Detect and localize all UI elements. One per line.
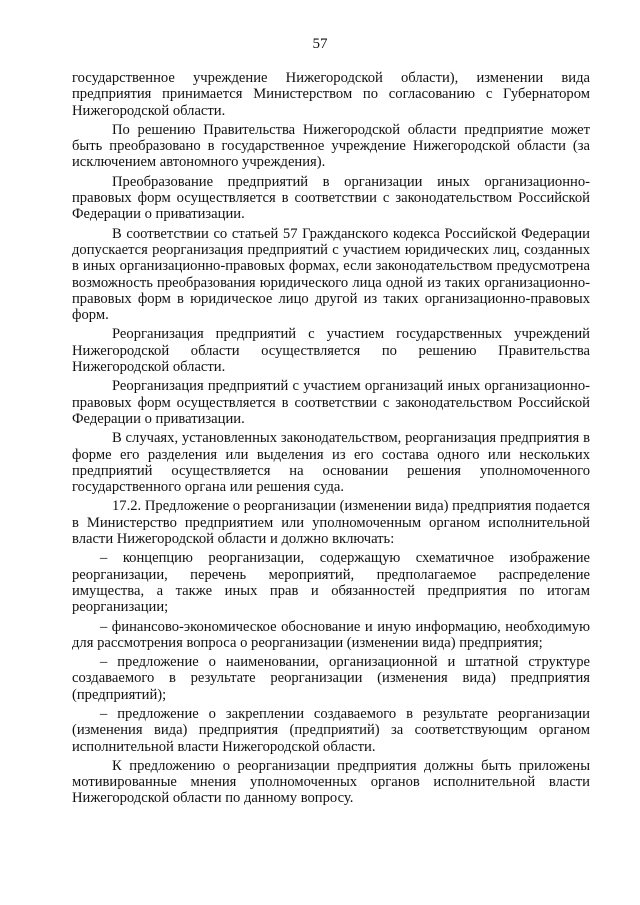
paragraph: Преобразование предприятий в организации иных организационно-правовых форм осуществляется в соответствии с законодательством Российской Федерации о приватизации. [72,173,590,223]
list-item: – предложение о наименовании, организационной и штатной структуре создаваемого в результате реорганизации (изменения вида) предприятия (предприятий); [72,654,590,703]
list-item: – концепцию реорганизации, содержащую схематичное изображение реорганизации, перечень мероприятий, предполагаемое распределение имущества, а также иных прав и обязанностей предприятия по итогам реорганизации; [72,550,590,616]
page-number: 57 [312,36,328,52]
list-item: – предложение о закреплении создаваемого в результате реорганизации (изменения вида) предприятия (предприятий) за соответствующим органом исполнительной власти Нижегородской области. [72,705,590,755]
paragraph: 17.2. Предложение о реорганизации (изменении вида) предприятия подается в Министерство предприятием или уполномоченным органом исполнительной власти Нижегородской области и должно включать: [72,498,590,548]
paragraph: Реорганизация предприятий с участием государственных учреждений Нижегородской области осуществляется по решению Правительства Нижегородской области. [72,326,590,376]
paragraph: В соответствии со статьей 57 Гражданского кодекса Российской Федерации допускается реорганизация предприятий с участием юридических лиц, созданных в иных организационно-правовых формах, если законодательством предусмотрена возможность преобразования юридического лица одной из таких организационно-правовых форм в юридическое лицо другой из таких организационно-правовых форм. [72,225,590,324]
paragraph: По решению Правительства Нижегородской области предприятие может быть преобразовано в государственное учреждение Нижегородской области (за исключением автономного учреждения). [72,121,590,171]
paragraph: Реорганизация предприятий с участием организаций иных организационно-правовых форм осуществляется в соответствии с законодательством Российской Федерации о приватизации. [72,378,590,427]
page-body [72,70,590,810]
paragraph: К предложению о реорганизации предприятия должны быть приложены мотивированные мнения уполномоченных органов исполнительной власти Нижегородской области по данному вопросу. [72,757,590,807]
paragraph: государственное учреждение Нижегородской области), изменении вида предприятия принимается Министерством по согласованию с Губернатором Нижегородской области. [72,70,590,119]
list-item: – финансово-экономическое обоснование и иную информацию, необходимую для рассмотрения вопроса о реорганизации (изменении вида) предприятия; [72,618,590,651]
paragraph: В случаях, установленных законодательством, реорганизация предприятия в форме его разделения или выделения из его состава одного или нескольких предприятий осуществляется на основании решения уполномоченного государственного органа или решения суда. [72,430,590,496]
